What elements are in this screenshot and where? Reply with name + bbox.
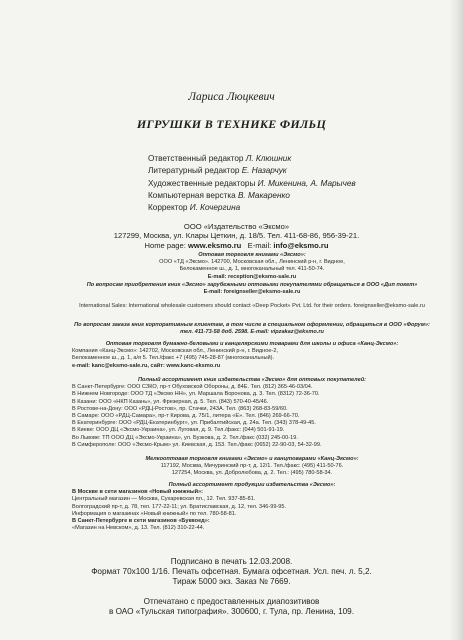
section-heading: В Санкт-Петербурге в сети магазинов «Буквоед»: (72, 518, 210, 525)
publisher-name: ООО «Издательство «Эксмо» (183, 222, 290, 231)
credit-role: Ответственный редактор (148, 154, 244, 163)
section-wholesale (72, 252, 432, 281)
section-corporate (72, 322, 432, 336)
printer-line: Отпечатано с предоставленных диапозитивов (143, 597, 320, 606)
credit-name: В. Макаренко (237, 190, 290, 200)
homepage-label: Home page: (144, 240, 186, 250)
credit-row (148, 202, 448, 214)
credit-role: Литературный редактор (148, 166, 240, 176)
credit-role: Корректор (148, 203, 188, 213)
publisher-block (64, 222, 409, 250)
section-line: e-mail: kanc@eksmo-sale.ru, сайт: www.kanc-eksmo.ru (72, 362, 221, 369)
section-line: Информация о магазинах «Новый книжный» по тел. 780-58-81. (72, 510, 237, 517)
credit-row (148, 190, 448, 202)
section-heading: По вопросам приобретения книг «Эксмо» зарубежными оптовыми покупателями обращаться в ООО «Дип покет» (86, 282, 418, 288)
imprint-signed: Подписано в печать 12.03.2008. (170, 557, 293, 566)
printer-block (0, 597, 463, 617)
section-line: В Ростове-на-Дону: ООО «РДЦ-Ростов», пр. Стачки, 243А. Тел. (863) 268-83-59/60. (72, 405, 288, 412)
section-foreign (72, 282, 432, 296)
section-heading: По вопросам заказа книг корпоративным клиентам, в том числе в специальном оформлении, обращаться в ООО «Форум»: тел. 411-73-58 доб. 2598. E-mail: vipzakaz@eksmo.ru (74, 322, 430, 336)
imprint-block (0, 557, 463, 587)
publisher-contacts (64, 241, 409, 250)
credit-row (148, 165, 448, 177)
section-line: В Киеве: ООО ДЦ «Эксмо-Украина», ул. Луговая, д. 9. Тел./факс: (044) 501-91-19. (72, 427, 285, 434)
section-line: 127254, Москва, ул. Добролюбова, д. 2. Тел.: (495) 780-58-34. (171, 470, 333, 477)
section-line: Белокаменное ш., д. 1, а/я 5. Тел./факс +7 (495) 745-28-87 (многоканальный). (72, 355, 275, 362)
page-edge-shadow (449, 0, 463, 640)
credits-block (148, 153, 448, 214)
section-heading: Полный ассортимент книг издательства «Эксмо» для оптовых покупателей: (138, 377, 366, 383)
section-full-assortment (72, 377, 432, 449)
section-heading: Оптовая торговля книгами «Эксмо»: (198, 252, 306, 258)
credit-role: Художественные редакторы (148, 178, 256, 188)
section-line: Во Львове: ТП ООО ДЦ «Эксмо-Украина», ул. Бузкова, д. 2. Тел./факс (032) 245-00-19. (72, 434, 298, 441)
section-heading: В Москве в сети магазинов «Новый книжный»: (72, 489, 204, 496)
section-retail (72, 482, 432, 532)
credit-name: И. Микенина, А. Марычев (257, 178, 356, 188)
section-line: 117192, Москва, Мичуринский пр-т, д. 12/1. Тел./факс: (495) 411-50-76. (160, 463, 344, 470)
section-line: В Симферополе: ООО «Эксмо-Крым» ул. Киевская, д. 153. Тел./факс (0652) 22-90-03, 54-32-99. (72, 441, 322, 448)
credit-row (148, 178, 448, 190)
section-kanc (72, 341, 432, 370)
credit-name: Л. Клюшник (245, 154, 292, 163)
imprint-run: Тираж 5000 экз. Заказ № 7669. (172, 577, 291, 586)
section-line: Центральный магазин — Москва, Сухаревская пл., 12. Тел. 937-85-81. (72, 496, 256, 503)
credit-name: Е. Назарчук (241, 166, 287, 176)
section-line: В Казани: ООО «НКП Казань», ул. Фрезерная, д. 5. Тел. (843) 570-40-45/46. (72, 398, 269, 405)
section-line: ООО «ТД «Эксмо». 142700, Московская обл., Ленинский р-н, г. Видное, (159, 259, 345, 266)
email-link[interactable]: info@eksmo.ru (273, 240, 329, 250)
section-line: Компания «Канц-Эксмо»: 142702, Московская обл., Ленинский р-н, г. Видное-2, (72, 348, 279, 355)
section-heading: Оптовая торговля бумажно-беловыми и канцелярскими товарами для школы и офиса «Канц-Эксмо»: (105, 341, 399, 347)
printer-line: в ОАО «Тульская типография». 300600, г. Тула, пр. Ленина, 109. (108, 607, 354, 616)
imprint-format: Формат 70x100 1/16. Печать офсетная. Бумага офсетная. Усл. печ. л. 5,2. (91, 567, 372, 576)
section-heading: Полный ассортимент продукции издательства «Эксмо»: (168, 482, 336, 488)
section-line: E-mail: foreignseller@eksmo-sale.ru (203, 289, 301, 296)
section-line: «Магазин на Невском», д. 13. Тел. (812) 310-22-44. (72, 525, 205, 532)
credit-name: И. Кочергина (189, 203, 241, 213)
section-line: В Санкт-Петербурге: ООО СЗКО, пр-т Обуховской Обороны, д. 84Е. Тел. (812) 365-46-03/04. (72, 384, 313, 391)
section-line: E-mail: reception@eksmo-sale.ru (207, 273, 297, 280)
email-label: E-mail: (247, 240, 272, 250)
section-heading: Мелкооптовая торговля книгами «Эксмо» и канцтоварами «Канц-Эксмо»: (145, 456, 359, 462)
section-line: В Екатеринбурге: ООО «РДЦ-Екатеринбург», ул. Прибалтийская, д. 24а. Тел. (343) 378-49-45. (72, 420, 316, 427)
section-line: Волгоградский пр-т, д. 78, тел. 177-22-11; ул. Братиславская, д. 12, тел. 346-99-95. (72, 503, 287, 510)
credit-role: Компьютерная верстка (148, 190, 236, 200)
section-line: Белокаменное ш., д. 1, многоканальный тел. 411-50-74. (179, 266, 325, 273)
homepage-link[interactable]: www.eksmo.ru (187, 240, 242, 250)
section-international (72, 303, 432, 310)
publisher-address: 127299, Москва, ул. Клары Цеткин, д. 18/5. Тел. 411-68-86, 956-39-21. (113, 231, 360, 241)
section-line: В Самаре: ООО «РДЦ-Самара», пр-т Кирова, д. 75/1, литера «Е». Тел. (846) 269-66-70. (72, 413, 300, 420)
section-small-wholesale (72, 456, 432, 478)
credit-row (148, 153, 448, 165)
book-title: ИГРУШКИ В ТЕХНИКЕ ФИЛЬЦ (136, 117, 327, 131)
author-name: Лариса Люцкевич (188, 91, 275, 103)
section-line: International Sales: International wholesale customers should contact «Deep Pocket» Pvt. Ltd. for their orders. foreignseller@eksmo-sale.ru (79, 303, 425, 309)
section-line: В Нижнем Новгороде: ООО ТД «Эксмо НН», ул. Маршала Воронова, д. 3. Тел. (8312) 72-36-70. (72, 391, 320, 398)
